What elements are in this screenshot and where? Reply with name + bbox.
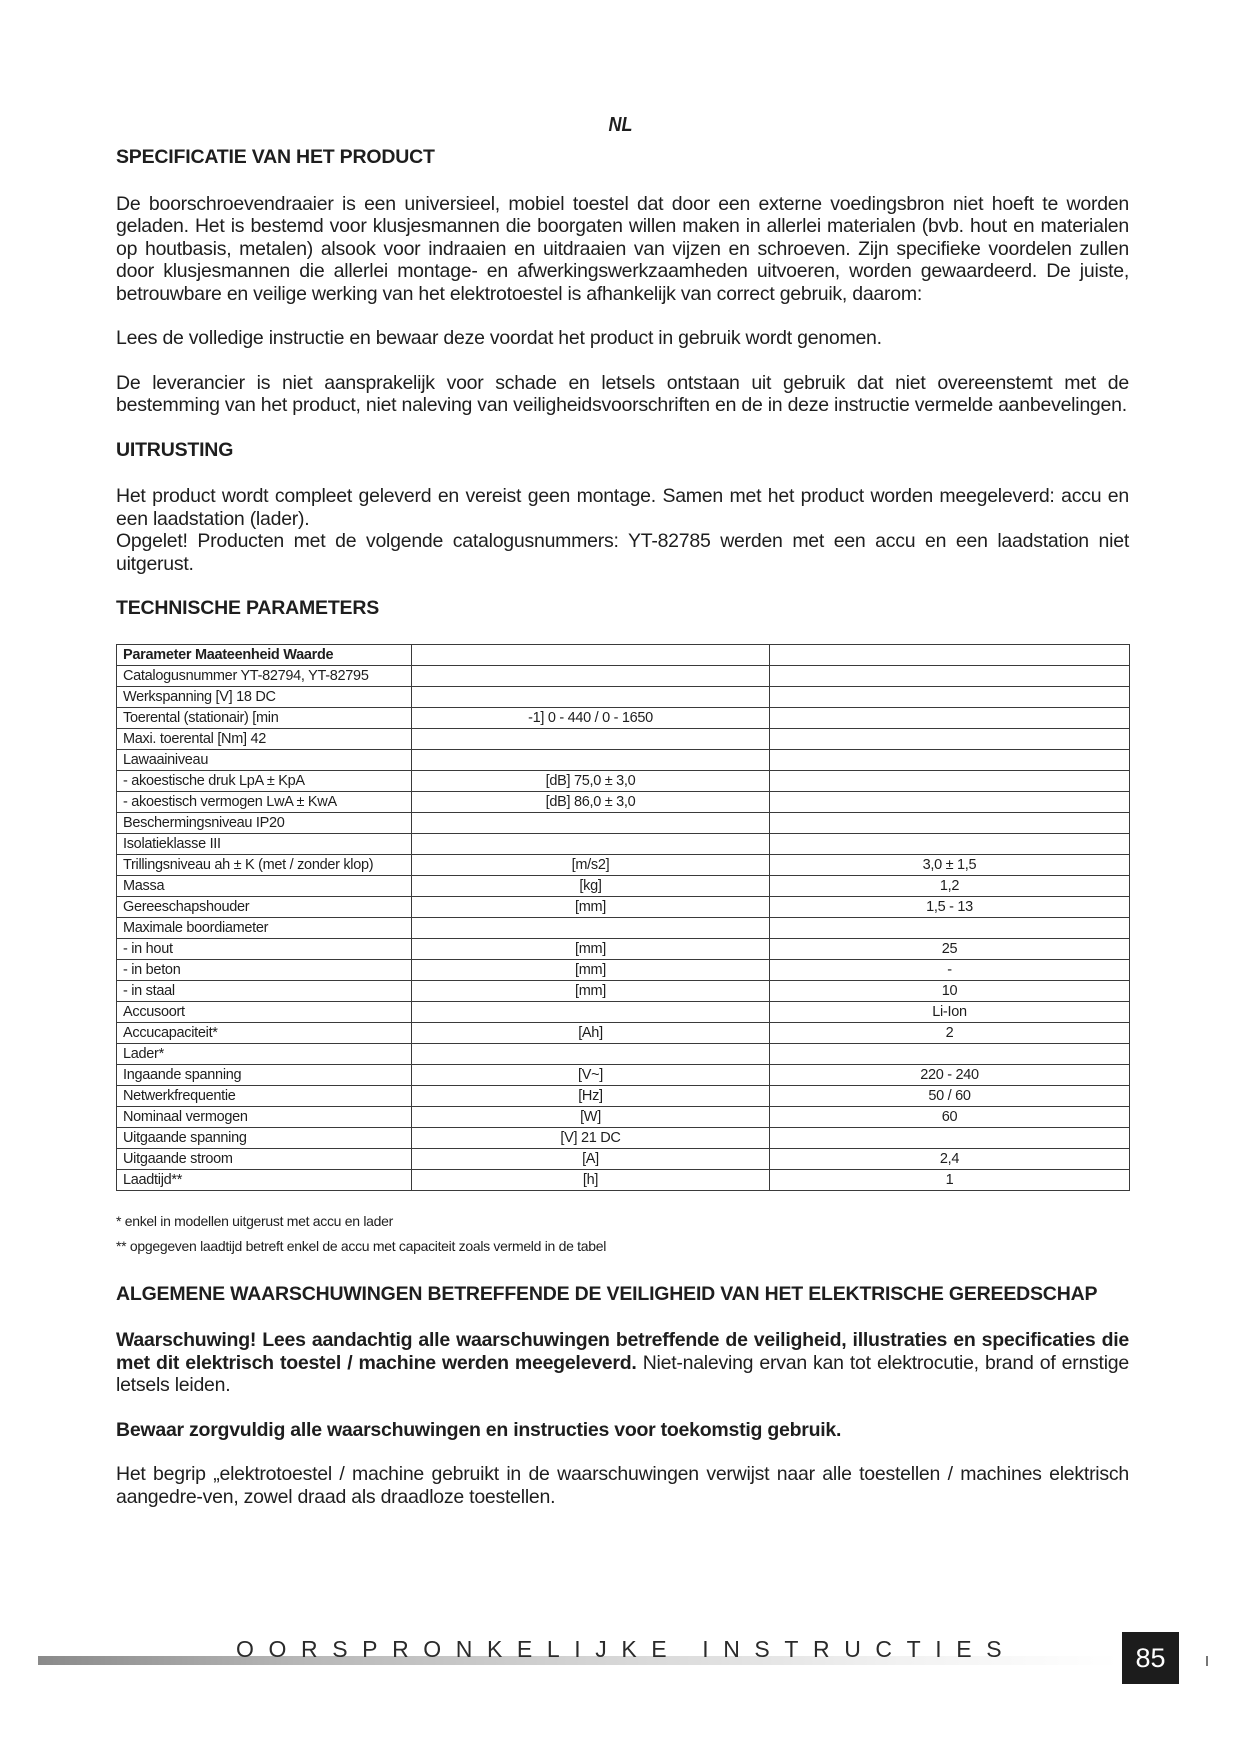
- table-header-row: [117, 644, 1130, 665]
- table-row: [117, 1085, 1130, 1106]
- value-cell: Li-Ion: [770, 1001, 1130, 1022]
- section-title-equipment: UITRUSTING: [116, 438, 234, 461]
- value-cell: 220 - 240: [770, 1064, 1130, 1085]
- unit-cell: [mm]: [412, 959, 770, 980]
- table-row: [117, 1148, 1130, 1169]
- unit-cell: [m/s2]: [412, 854, 770, 875]
- paragraph-warning: [116, 1329, 1129, 1397]
- unit-cell: [mm]: [412, 896, 770, 917]
- param-cell: - in hout: [117, 938, 412, 959]
- table-row: [117, 1127, 1130, 1148]
- value-cell: [770, 707, 1130, 728]
- warning-rest-text: Niet-naleving ervan kan tot elektrocutie, brand of ernstige letsels leiden.: [116, 1351, 1129, 1396]
- value-cell: 3,0 ± 1,5: [770, 854, 1130, 875]
- param-cell: Netwerkfrequentie: [117, 1085, 412, 1106]
- param-cell: Uitgaande stroom: [117, 1148, 412, 1169]
- table-row: [117, 686, 1130, 707]
- param-cell: Nominaal vermogen: [117, 1106, 412, 1127]
- param-cell: Uitgaande spanning: [117, 1127, 412, 1148]
- table-row: [117, 791, 1130, 812]
- param-cell: Trillingsniveau ah ± K (met / zonder klop): [117, 854, 412, 875]
- unit-cell: [A]: [412, 1148, 770, 1169]
- unit-cell: [Ah]: [412, 1022, 770, 1043]
- param-cell: Beschermingsniveau IP20: [117, 812, 412, 833]
- unit-cell: [412, 749, 770, 770]
- table-row: [117, 875, 1130, 896]
- paragraph-equipment-note: Opgelet! Producten met de volgende catalogusnummers: YT-82785 werden met een accu en een laadstation niet uitgerust.: [116, 530, 1129, 575]
- value-cell: 25: [770, 938, 1130, 959]
- unit-cell: [V~]: [412, 1064, 770, 1085]
- note-charge-time: ** opgegeven laadtijd betreft enkel de accu met capaciteit zoals vermeld in de tabel: [116, 1237, 607, 1254]
- param-cell: Massa: [117, 875, 412, 896]
- value-cell: [770, 665, 1130, 686]
- technical-parameters-table: [116, 644, 1130, 1191]
- table-row: [117, 1043, 1130, 1064]
- value-cell: 1: [770, 1169, 1130, 1190]
- value-cell: 2,4: [770, 1148, 1130, 1169]
- section-title-warnings: ALGEMENE WAARSCHUWINGEN BETREFFENDE DE VEILIGHEID VAN HET ELEKTRISCHE GEREEDSCHAP: [116, 1282, 1098, 1305]
- table-row: [117, 707, 1130, 728]
- section-title-specification: SPECIFICATIE VAN HET PRODUCT: [116, 146, 435, 168]
- value-cell: [770, 1043, 1130, 1064]
- value-cell: [770, 770, 1130, 791]
- param-cell: Gereeschapshouder: [117, 896, 412, 917]
- table-row: [117, 1106, 1130, 1127]
- table-row: [117, 1022, 1130, 1043]
- param-cell: Ingaande spanning: [117, 1064, 412, 1085]
- unit-cell: [W]: [412, 1106, 770, 1127]
- value-cell: [770, 728, 1130, 749]
- value-cell: [770, 917, 1130, 938]
- value-cell: 2: [770, 1022, 1130, 1043]
- paragraph-spec-read: Lees de volledige instructie en bewaar deze voordat het product in gebruik wordt genomen.: [116, 327, 882, 349]
- value-cell: 50 / 60: [770, 1085, 1130, 1106]
- param-cell: Toerental (stationair) [min: [117, 707, 412, 728]
- value-cell: [770, 812, 1130, 833]
- page-number: 85: [1122, 1632, 1179, 1684]
- param-cell: - akoestisch vermogen LwA ± KwA: [117, 791, 412, 812]
- unit-cell: [V] 21 DC: [412, 1127, 770, 1148]
- unit-cell: [kg]: [412, 875, 770, 896]
- param-cell: Lawaainiveau: [117, 749, 412, 770]
- table-row: [117, 959, 1130, 980]
- footer-tick: [1206, 1656, 1208, 1666]
- unit-cell: [412, 917, 770, 938]
- param-cell: Accucapaciteit*: [117, 1022, 412, 1043]
- table-row: [117, 1169, 1130, 1190]
- table-row: [117, 896, 1130, 917]
- paragraph-keep-instructions: Bewaar zorgvuldig alle waarschuwingen en instructies voor toekomstig gebruik.: [116, 1418, 842, 1441]
- unit-cell: [412, 1043, 770, 1064]
- param-cell: Catalogusnummer YT-82794, YT-82795: [117, 665, 412, 686]
- param-cell: Maxi. toerental [Nm] 42: [117, 728, 412, 749]
- unit-cell: [mm]: [412, 980, 770, 1001]
- table-header-unit-cell: [412, 644, 770, 665]
- param-cell: Werkspanning [V] 18 DC: [117, 686, 412, 707]
- value-cell: 1,5 - 13: [770, 896, 1130, 917]
- value-cell: [770, 833, 1130, 854]
- footer-text: OORSPRONKELIJKE INSTRUCTIES: [236, 1636, 1017, 1662]
- warning-bold-text: Waarschuwing! Lees aandachtig alle waarschuwingen betreffende de veiligheid, illustraties en specificaties die met dit elektrisch toestel / machine werden meegeleverd.: [116, 1329, 1129, 1374]
- value-cell: [770, 749, 1130, 770]
- table-row: [117, 917, 1130, 938]
- param-cell: Maximale boordiameter: [117, 917, 412, 938]
- table-row: [117, 665, 1130, 686]
- param-cell: - in beton: [117, 959, 412, 980]
- table-row: [117, 1001, 1130, 1022]
- unit-cell: [412, 812, 770, 833]
- table-row: [117, 854, 1130, 875]
- paragraph-spec-intro: De boorschroevendraaier is een universieel, mobiel toestel dat door een externe voedingsbron niet hoeft te worden geladen. Het is bestemd voor klusjesmannen die boorgaten willen maken in allerlei materialen (bvb. hout en materialen op houtbasis, metalen) alsook voor indraaien en uitdraaien van vijzen en schroeven. Zijn specifieke voordelen zullen door klusjesmannen die allerlei montage- en afwerkingswerkzaamheden uitvoeren, worden gewaardeerd. De juiste, betrouwbare en veilige werking van het elektrotoestel is afhankelijk van correct gebruik, daarom:: [116, 192, 1129, 305]
- table-row: [117, 1064, 1130, 1085]
- value-cell: [770, 1127, 1130, 1148]
- param-cell: Isolatieklasse III: [117, 833, 412, 854]
- unit-cell: [Hz]: [412, 1085, 770, 1106]
- unit-cell: -1] 0 - 440 / 0 - 1650: [412, 707, 770, 728]
- table-header-cell: Parameter Maateenheid Waarde: [117, 644, 412, 665]
- unit-cell: [mm]: [412, 938, 770, 959]
- section-title-technical: TECHNISCHE PARAMETERS: [116, 597, 380, 619]
- page-content: [116, 146, 1129, 1530]
- value-cell: -: [770, 959, 1130, 980]
- param-cell: - akoestische druk LpA ± KpA: [117, 770, 412, 791]
- paragraph-spec-liability: De leverancier is niet aansprakelijk voor schade en letsels ontstaan uit gebruik dat niet overeenstemt met de bestemming van het product, niet naleving van veiligheidsvoorschriften en de in deze instructie vermelde aanbevelingen.: [116, 371, 1129, 416]
- value-cell: 1,2: [770, 875, 1130, 896]
- table-row: [117, 812, 1130, 833]
- unit-cell: [h]: [412, 1169, 770, 1190]
- table-header-value-cell: [770, 644, 1130, 665]
- unit-cell: [412, 686, 770, 707]
- param-cell: Accusoort: [117, 1001, 412, 1022]
- value-cell: 10: [770, 980, 1130, 1001]
- language-code: NL: [608, 114, 633, 136]
- table-row: [117, 938, 1130, 959]
- unit-cell: [412, 728, 770, 749]
- paragraph-equipment: Het product wordt compleet geleverd en vereist geen montage. Samen met het product worden meegeleverd: accu en een laadstation (lader).: [116, 485, 1129, 530]
- table-row: [117, 728, 1130, 749]
- table-notes: [116, 1209, 1129, 1259]
- unit-cell: [412, 833, 770, 854]
- unit-cell: [dB] 86,0 ± 3,0: [412, 791, 770, 812]
- param-cell: Laadtijd**: [117, 1169, 412, 1190]
- paragraph-definition: Het begrip „elektrotoestel / machine gebruikt in de waarschuwingen verwijst naar alle toestellen / machines elektrisch aangedre-ven, zowel draad als draadloze toestellen.: [116, 1463, 1129, 1508]
- table-row: [117, 980, 1130, 1001]
- value-cell: [770, 686, 1130, 707]
- table-row: [117, 749, 1130, 770]
- unit-cell: [412, 1001, 770, 1022]
- param-cell: Lader*: [117, 1043, 412, 1064]
- table-row: [117, 770, 1130, 791]
- note-accu: * enkel in modellen uitgerust met accu en lader: [116, 1212, 393, 1229]
- unit-cell: [412, 665, 770, 686]
- value-cell: [770, 791, 1130, 812]
- unit-cell: [dB] 75,0 ± 3,0: [412, 770, 770, 791]
- value-cell: 60: [770, 1106, 1130, 1127]
- param-cell: - in staal: [117, 980, 412, 1001]
- table-row: [117, 833, 1130, 854]
